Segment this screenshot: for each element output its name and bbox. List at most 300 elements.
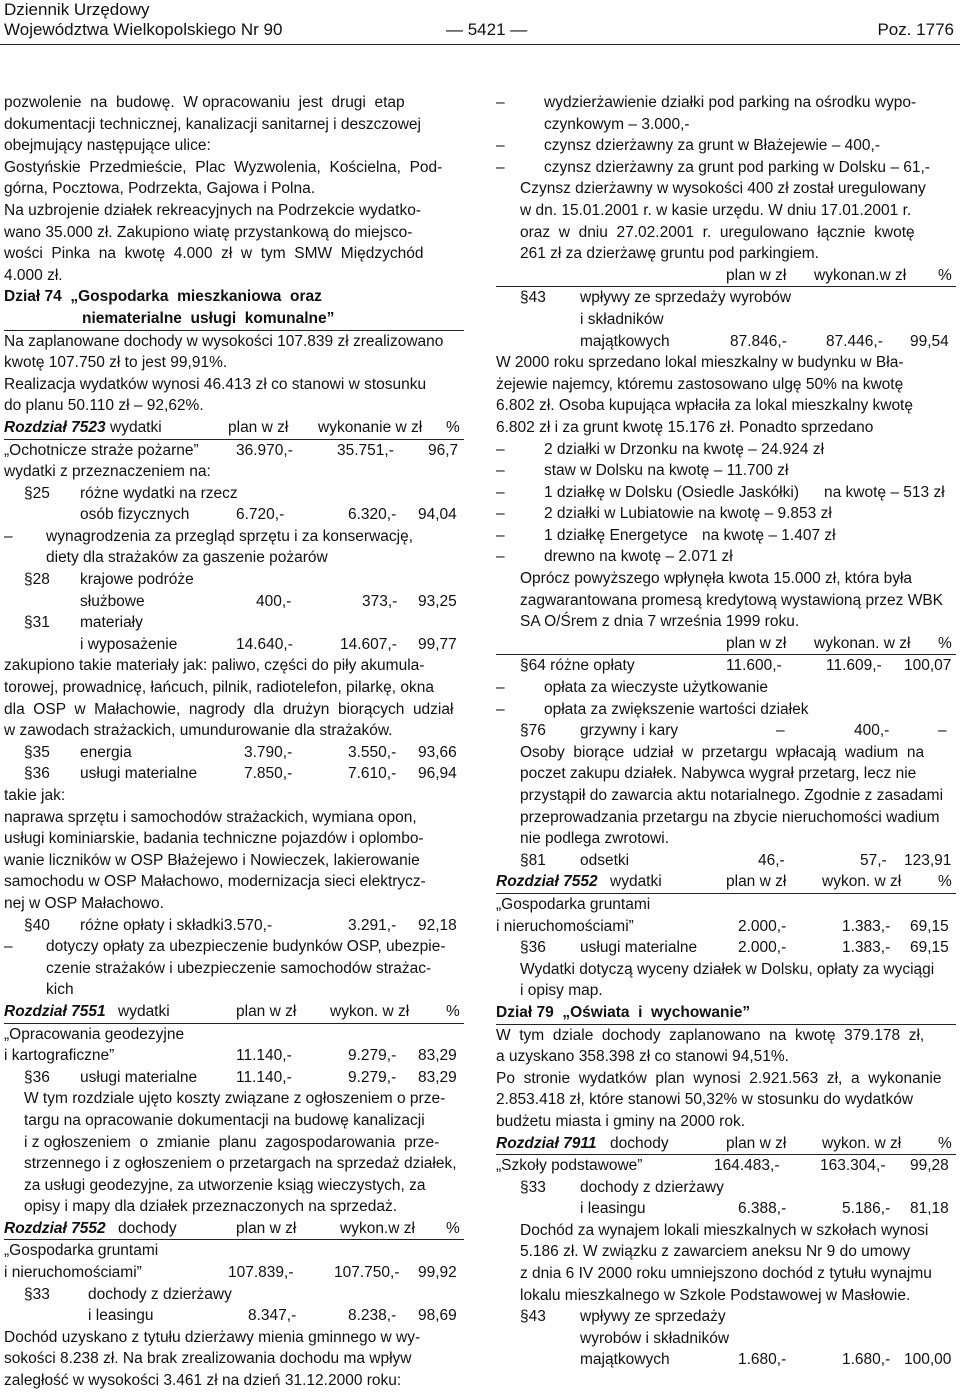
text-segment: plan w zł (236, 1219, 297, 1237)
text-line (496, 1198, 956, 1220)
text-line (4, 1001, 464, 1024)
text-segment: §36 (24, 765, 50, 783)
text-line (4, 374, 464, 396)
text-segment: – (496, 526, 505, 544)
text-segment: – (938, 722, 947, 740)
text-segment: % (446, 418, 460, 436)
text-segment: W tym rozdziale ujęto koszty związane z ogłoszeniem o prze- (24, 1090, 446, 1108)
text-segment: czynkowym – 3.000,- (544, 115, 690, 133)
text-segment: 98,69 (418, 1307, 457, 1325)
text-segment: kwotę 107.750 zł to jest 99,91%. (4, 354, 228, 372)
text-segment: dotyczy opłaty za ubezpieczenie budynków OSP, ubezpie- (46, 938, 446, 956)
text-segment: 1.383,- (842, 939, 891, 957)
text-segment: targu na opracowanie dokumentacji na budowę kanalizacji (24, 1111, 425, 1129)
text-line (4, 655, 464, 677)
page-number: — 5421 — (446, 20, 528, 39)
text-segment: % (938, 873, 952, 891)
text-line (496, 417, 956, 439)
text-segment: strzennego i z ogłoszeniem o przetargach na sprzedaż działek, (24, 1155, 457, 1173)
text-line (496, 1285, 956, 1307)
text-segment: i składników (580, 310, 664, 328)
text-segment: oraz w dniu 27.02.2001 r. uregulowano łącznie kwotę (520, 223, 915, 241)
text-segment: „Ochotnicze straże pożarne” (4, 441, 199, 459)
text-segment: Dochód za wynajem lokali mieszkalnych w szkołach wynosi (520, 1221, 929, 1239)
text-segment: budżetu miasta i gminy na 2000 rok. (496, 1112, 745, 1130)
text-line (496, 525, 956, 547)
text-segment: – (4, 527, 13, 545)
text-line (4, 1067, 464, 1089)
text-segment: 99,77 (418, 635, 457, 653)
right-column (496, 92, 956, 1371)
text-segment: 93,66 (418, 743, 457, 761)
text-line (4, 1153, 464, 1175)
text-segment: i nieruchomościami” (4, 1264, 142, 1282)
text-line (4, 92, 464, 114)
text-line (496, 677, 956, 699)
text-segment: majątkowych (580, 332, 670, 350)
text-segment: 11.600,- (726, 657, 782, 675)
text-segment: 261 zł za dzierżawę gruntu pod parkingiem. (520, 245, 819, 263)
text-segment: 6.802 zł i za grunt kwotę 15.176 zł. Ponadto sprzedano (496, 418, 874, 436)
text-line (4, 157, 464, 179)
text-segment: przeprowadzania przetargu na zbycie nieruchomości wadium (520, 808, 940, 826)
journal-issue: Województwa Wielkopolskiego Nr 90 (4, 20, 283, 39)
text-segment: 4.000 zł. (4, 266, 63, 284)
text-segment: 92,18 (418, 916, 457, 934)
journal-title: Dziennik Urzędowy (4, 0, 150, 19)
text-segment: §35 (24, 743, 50, 761)
text-segment: 99,28 (910, 1157, 949, 1175)
text-segment: 100,07 (904, 657, 952, 675)
text-line (4, 591, 464, 613)
text-line (496, 178, 956, 200)
text-line (4, 720, 464, 742)
text-segment: – (496, 137, 505, 155)
text-segment: opisy i mapy dla działek przeznaczonych na sprzedaż. (24, 1198, 398, 1216)
text-segment: 164.483,- (714, 1157, 780, 1175)
text-line (496, 590, 956, 612)
text-line (4, 178, 464, 200)
text-segment: Rozdział 7552 (496, 873, 598, 891)
text-segment: 1.680,- (738, 1351, 787, 1369)
text-segment: i leasingu (88, 1307, 154, 1325)
text-segment: wości Pinka na kwotę 4.000 zł w tym SMW Międzychód (4, 245, 424, 263)
text-segment: SA O/Śrem z dnia 7 września 1999 roku. (520, 613, 800, 631)
text-segment: „Szkoły podstawowe” (496, 1157, 643, 1175)
text-segment: niematerialne usługi komunalne” (82, 309, 335, 327)
text-segment: majątkowych (580, 1351, 670, 1369)
text-line (4, 634, 464, 656)
text-segment: §33 (520, 1178, 546, 1196)
text-line (4, 286, 464, 308)
text-segment: wydzierżawienie działki pod parking na ośrodku wypo- (544, 94, 917, 111)
text-segment: i leasingu (580, 1200, 646, 1218)
text-segment: 100,00 (904, 1351, 952, 1369)
text-line (4, 850, 464, 872)
text-line (496, 1002, 956, 1025)
text-line (4, 395, 464, 417)
text-segment: Czynsz dzierżawny w wysokości 400 zł został uregulowany (520, 180, 926, 198)
text-segment: wydatki (110, 418, 162, 436)
text-segment: 8.347,- (248, 1307, 297, 1325)
text-line (4, 1262, 464, 1284)
text-segment: takie jak: (4, 787, 66, 804)
text-segment: §25 (24, 484, 50, 502)
text-segment: 83,29 (418, 1047, 457, 1065)
text-segment: dochody z dzierżawy (580, 1178, 724, 1196)
text-segment: 1 działkę Energetyce (544, 526, 688, 544)
text-segment: §40 (24, 916, 50, 934)
text-segment: nie podlega zwrotowi. (520, 830, 670, 848)
text-segment: % (938, 1134, 952, 1152)
text-segment: §64 różne opłaty (520, 657, 635, 675)
text-segment: do planu 50.110 zł – 92,62%. (4, 397, 204, 415)
text-segment: poczet zakupu działek. Nabywca wygrał przetarg, lecz nie (520, 765, 917, 783)
text-segment: wykon. w zł (822, 1134, 902, 1152)
text-line (496, 92, 956, 114)
text-segment: usługi kominiarskie, badania techniczne pojazdów i oplombo- (4, 830, 424, 848)
text-line (4, 1132, 464, 1154)
text-segment: plan w zł (726, 266, 787, 284)
text-line (496, 135, 956, 157)
text-line (4, 1327, 464, 1349)
text-segment: §36 (520, 939, 546, 957)
text-segment: Osoby biorące udział w przetargu wpłacają wadium na (520, 743, 925, 761)
text-segment: 11.140,- (236, 1068, 292, 1086)
text-segment: zakupiono takie materiały jak: paliwo, części do piły akumula- (4, 657, 425, 675)
text-line (4, 936, 464, 958)
text-line (496, 1133, 956, 1156)
text-line (4, 1045, 464, 1067)
text-line (4, 114, 464, 136)
text-segment: dokumentacji technicznej, kanalizacji sanitarnej i deszczowej (4, 115, 421, 133)
text-segment: wykonanie w zł (318, 418, 423, 436)
text-segment: 69,15 (910, 939, 949, 957)
text-line (496, 1111, 956, 1133)
text-line (4, 1348, 464, 1370)
text-line (496, 763, 956, 785)
text-segment: w zawodach strażackich, umundurowanie dla strażaków. (4, 722, 393, 740)
text-segment: – (496, 700, 505, 718)
text-line (4, 979, 464, 1001)
text-line (4, 135, 464, 157)
text-segment: obejmujący następujące ulice: (4, 137, 211, 155)
text-segment: – (4, 938, 13, 956)
text-segment: energia (80, 743, 132, 761)
text-segment: plan w zł (228, 418, 289, 436)
text-segment: i wyposażenie (80, 635, 178, 653)
text-segment: nej w OSP Małachowo. (4, 894, 164, 912)
text-segment: wydatki z przeznaczeniem na: (4, 463, 211, 481)
text-segment: 1.383,- (842, 917, 891, 935)
text-segment: różne opłaty i składki3.570,- (80, 916, 273, 934)
text-segment: 2.853.418 zł, które stanowi 50,32% w stosunku do wydatków (496, 1091, 914, 1109)
text-segment: – (776, 722, 785, 740)
text-segment: 5.186 zł. W związku z zawarciem aneksu Nr 9 do umowy (520, 1243, 911, 1261)
text-segment: – (496, 483, 505, 501)
text-segment: z dnia 6 IV 2000 roku umniejszono dochód z tytułu wynajmu (520, 1265, 932, 1283)
text-line (4, 200, 464, 222)
text-segment: staw w Dolsku na kwotę – 11.700 zł (544, 462, 789, 480)
text-line (496, 828, 956, 850)
text-line (496, 742, 956, 764)
text-line (4, 763, 464, 785)
text-segment: wano 35.000 zł. Zakupiono wiatę przystankową do miejsco- (4, 223, 413, 241)
text-segment: 6.388,- (738, 1200, 787, 1218)
text-line (4, 222, 464, 244)
text-line (4, 569, 464, 591)
text-segment: % (938, 634, 952, 652)
text-segment: 3.790,- (244, 743, 293, 761)
text-segment: 11.140,- (236, 1047, 292, 1065)
text-segment: wykonan. w zł (814, 634, 911, 652)
text-line (4, 440, 464, 462)
text-segment: „Gospodarka gruntami (4, 1242, 159, 1260)
text-line (4, 461, 464, 483)
text-line (496, 1220, 956, 1242)
left-column (4, 92, 464, 1392)
text-segment: – (496, 548, 505, 566)
text-line (496, 1241, 956, 1263)
text-line (496, 1068, 956, 1090)
text-segment: usługi materialne (80, 765, 198, 783)
text-line (496, 1046, 956, 1068)
text-segment: 6.320,- (348, 506, 397, 524)
text-segment: 1 działkę w Dolsku (Osiedle Jaskółki) (544, 483, 799, 501)
text-line (496, 916, 956, 938)
text-segment: wanie liczników w OSP Błażejewo i Nowieczek, lakierowanie (4, 851, 420, 869)
text-line (4, 1305, 464, 1327)
page-header (0, 0, 960, 45)
text-segment: 93,25 (418, 592, 457, 610)
text-segment: 9.279,- (348, 1047, 397, 1065)
text-line (496, 1177, 956, 1199)
text-segment: dochody (610, 1134, 669, 1152)
text-segment: samochodu w OSP Małachowo, modernizacja sieci elektrycz- (4, 873, 426, 891)
text-segment: Oprócz powyższego wpłynęła kwota 15.000 zł, która była (520, 570, 913, 588)
text-segment: 107.839,- (228, 1264, 294, 1282)
text-segment: Po stronie wydatków plan wynosi 2.921.563 zł, a wykonanie (496, 1069, 942, 1087)
text-segment: 3.550,- (348, 743, 397, 761)
text-segment: kich (46, 981, 74, 999)
text-line (496, 1349, 956, 1371)
text-line (496, 331, 956, 353)
text-segment: plan w zł (236, 1002, 297, 1020)
text-segment: czenie strażaków i ubezpieczenie samochodów strażac- (46, 959, 432, 977)
text-segment: pozwolenie na budowę. W opracowaniu jest drugi etap (4, 94, 405, 111)
text-line (4, 1175, 464, 1197)
text-segment: naprawa sprzętu i samochodów strażackich, wymiana opon, (4, 808, 417, 826)
text-line (496, 439, 956, 461)
text-segment: wydatki (610, 873, 662, 891)
text-segment: wpływy ze sprzedaży wyrobów (580, 289, 792, 307)
text-line (496, 980, 956, 1002)
text-segment: 96,94 (418, 765, 457, 783)
text-line (496, 546, 956, 568)
text-line (496, 807, 956, 829)
text-line (4, 1370, 464, 1392)
text-segment: 6.720,- (236, 506, 285, 524)
text-segment: „Gospodarka gruntami (496, 895, 651, 913)
text-segment: 99,92 (418, 1264, 457, 1282)
text-segment: §76 (520, 722, 546, 740)
text-line (496, 1306, 956, 1328)
text-segment: za usługi geodezyjne, za utworzenie ksiąg wieczystych, za (24, 1176, 426, 1194)
text-segment: 96,7 (428, 441, 459, 459)
text-line (4, 828, 464, 850)
text-segment: – (496, 94, 505, 111)
text-segment: 8.238,- (348, 1307, 397, 1325)
text-line (496, 633, 956, 656)
text-line (4, 915, 464, 937)
text-line (4, 265, 464, 287)
text-segment: i nieruchomościami” (496, 917, 634, 935)
text-segment: – (496, 679, 505, 697)
text-segment: wykonan.w zł (814, 266, 907, 284)
text-segment: grzywny i kary (580, 722, 679, 740)
text-segment: §33 (24, 1285, 50, 1303)
text-segment: usługi materialne (580, 939, 698, 957)
text-segment: Realizacja wydatków wynosi 46.413 zł co stanowi w stosunku (4, 375, 427, 393)
text-segment: 87.446,- (826, 332, 883, 350)
text-line (4, 352, 464, 374)
text-segment: i opisy map. (520, 982, 603, 1000)
text-segment: plan w zł (726, 873, 787, 891)
text-segment: i z ogłoszeniem o zmianie planu zagospodarowania prze- (24, 1133, 440, 1151)
text-segment: czynsz dzierżawny za grunt pod parking w Dolsku – 61,- (544, 158, 930, 176)
text-line (4, 677, 464, 699)
text-line (496, 395, 956, 417)
text-segment: 11.609,- (826, 657, 882, 675)
text-segment: żejewie najemcy, któremu zastosowano ulgę 50% na kwotę (496, 375, 904, 393)
text-segment: plan w zł (726, 634, 787, 652)
text-segment: 2.000,- (738, 917, 787, 935)
text-line (496, 503, 956, 525)
text-line (4, 1284, 464, 1306)
text-segment: wykon. w zł (822, 873, 902, 891)
text-line (496, 1328, 956, 1350)
text-segment: Rozdział 7523 (4, 418, 106, 436)
text-line (4, 1218, 464, 1241)
text-line (496, 568, 956, 590)
text-segment: Dział 79 „Oświata i wychowanie” (496, 1003, 751, 1021)
text-segment: 373,- (362, 592, 398, 610)
text-segment: krajowe podróże (80, 571, 194, 589)
text-line (496, 1155, 956, 1177)
text-line (496, 200, 956, 222)
text-segment: diety dla strażaków za gaszenie pożarów (46, 549, 328, 567)
text-segment: §31 (24, 614, 50, 632)
text-segment: 2.000,- (738, 939, 787, 957)
text-line (496, 1089, 956, 1111)
text-line (4, 742, 464, 764)
text-line (496, 785, 956, 807)
text-segment: 5.186,- (842, 1200, 891, 1218)
text-line (496, 959, 956, 981)
text-segment: 14.640,- (236, 635, 293, 653)
text-segment: drewno na kwotę – 2.071 zł (544, 548, 733, 566)
text-line (496, 460, 956, 482)
text-segment: lokalu mieszkalnego w Szkole Podstawowej w Masłowie. (520, 1286, 911, 1304)
text-segment: W tym dziale dochody zaplanowano na kwotę 379.178 zł, (496, 1026, 925, 1044)
text-line (4, 526, 464, 548)
text-line (4, 331, 464, 353)
text-line (496, 655, 956, 677)
text-line (496, 937, 956, 959)
text-line (496, 243, 956, 265)
text-segment: opłata za wieczyste użytkowanie (544, 679, 769, 697)
text-line (496, 699, 956, 721)
text-segment: 36.970,- (236, 441, 293, 459)
text-segment: 400,- (854, 722, 890, 740)
text-line (496, 482, 956, 504)
text-line (4, 243, 464, 265)
text-segment: Rozdział 7551 (4, 1002, 106, 1020)
position-number: Poz. 1776 (877, 20, 954, 39)
text-segment: 14.607,- (340, 635, 397, 653)
text-line (496, 871, 956, 894)
text-segment: w dn. 15.01.2001 r. w kasie urzędu. W dniu 17.01.2001 r. (520, 201, 912, 219)
text-line (4, 1196, 464, 1218)
text-segment: 107.750,- (334, 1264, 400, 1282)
text-line (496, 720, 956, 742)
text-segment: 163.304,- (820, 1157, 886, 1175)
text-segment: dochody (118, 1219, 177, 1237)
text-segment: na kwotę – 513 zł (824, 483, 945, 501)
text-segment: zagwarantowana promesą kredytową wystawioną przez WBK (520, 591, 943, 609)
text-line (4, 958, 464, 980)
text-segment: osób fizycznych (80, 506, 190, 524)
text-line (496, 265, 956, 288)
text-segment: wynagrodzenia za przegląd sprzętu i za konserwację, (46, 527, 414, 545)
text-line (4, 893, 464, 915)
text-segment: Na uzbrojenie działek rekreacyjnych na Podrzekcie wydatko- (4, 201, 421, 219)
text-segment: 7.850,- (244, 765, 293, 783)
text-segment: §43 (520, 289, 546, 307)
text-segment: 46,- (758, 851, 785, 869)
text-line (4, 1240, 464, 1262)
text-segment: 81,18 (910, 1200, 949, 1218)
text-line (4, 807, 464, 829)
text-segment: Na zaplanowane dochody w wysokości 107.839 zł zrealizowano (4, 332, 444, 350)
text-segment: 83,29 (418, 1068, 457, 1086)
text-segment: 99,54 (910, 332, 949, 350)
text-line (4, 785, 464, 807)
text-line (496, 352, 956, 374)
text-line (4, 417, 464, 440)
text-line (4, 1088, 464, 1110)
text-segment: – (496, 462, 505, 480)
text-segment: i kartograficzne” (4, 1047, 115, 1065)
text-segment: przystąpił do zawarcia aktu notarialnego. Zgodnie z zasadami (520, 787, 944, 804)
text-line (496, 157, 956, 179)
text-line (496, 894, 956, 916)
text-segment: wydatki (118, 1002, 170, 1020)
text-segment: wpływy ze sprzedaży (580, 1308, 726, 1326)
text-line (4, 1024, 464, 1046)
text-segment: % (938, 266, 952, 284)
text-segment: dochody z dzierżawy (88, 1285, 232, 1303)
text-line (4, 483, 464, 505)
text-segment: 3.291,- (348, 916, 397, 934)
text-line (496, 850, 956, 872)
text-line (496, 1025, 956, 1047)
text-segment: 123,91 (904, 851, 952, 869)
text-segment: 35.751,- (337, 441, 394, 459)
text-segment: usługi materialne (80, 1068, 198, 1086)
text-segment: % (446, 1219, 460, 1237)
text-segment: §81 (520, 851, 546, 869)
